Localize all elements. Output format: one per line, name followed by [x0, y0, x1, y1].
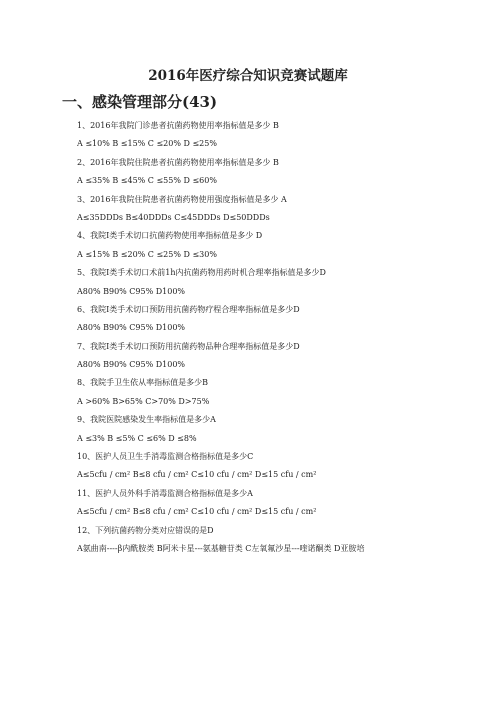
document-title: 2016年医疗综合知识竞赛试题库 — [148, 68, 348, 84]
question-list — [77, 117, 487, 558]
answer-options-line: A≤5cfu / cm² B≤8 cfu / cm² C≤10 cfu / cm² D≤15 cfu / cm² — [77, 470, 317, 480]
answer-options-line: A ≤10% B ≤15% C ≤20% D ≤25% — [77, 139, 217, 149]
answer-options-line: A ≤15% B ≤20% C ≤25% D ≤30% — [77, 249, 217, 259]
answer-options-line: A80% B90% C95% D100% — [77, 323, 186, 333]
question-line: 12、下列抗菌药物分类对应错误的是D — [77, 525, 214, 535]
question-line: 11、医护人员外科手消毒监测合格指标值是多少A — [77, 488, 253, 498]
question-line: 1、2016年我院门诊患者抗菌药物使用率指标值是多少 B — [77, 121, 279, 130]
question-line: 10、医护人员卫生手消毒监测合格指标值是多少C — [77, 452, 254, 462]
question-line: 9、我院医院感染发生率指标值是多少A — [77, 415, 216, 425]
question-line: 7、我院Ⅰ类手术切口预防用抗菌药物品种合理率指标值是多少D — [77, 341, 300, 351]
question-line: 5、我院Ⅰ类手术切口术前1h内抗菌药物用药时机合理率指标值是多少D — [77, 268, 326, 278]
question-line: 4、我院Ⅰ类手术切口抗菌药物使用率指标值是多少 D — [77, 231, 263, 241]
question-line: 3、2016年我院住院患者抗菌药物使用强度指标值是多少 A — [77, 194, 287, 204]
answer-options-line: A ≤35% B ≤45% C ≤55% D ≤60% — [77, 176, 217, 186]
question-line: 2、2016年我院住院患者抗菌药物使用率指标值是多少 B — [77, 157, 279, 167]
answer-options-line: A≤35DDDs B≤40DDDs C≤45DDDs D≤50DDDs — [77, 212, 270, 222]
answer-options-line: A80% B90% C95% D100% — [77, 360, 186, 370]
answer-options-line: A ≤3% B ≤5% C ≤6% D ≤8% — [77, 433, 197, 443]
answer-options-line: A >60% B>65% C>70% D>75% — [77, 396, 210, 406]
section-heading: 一、感染管理部分(43) — [62, 93, 218, 111]
answer-options-line: A80% B90% C95% D100% — [77, 286, 186, 296]
answer-options-line: A氨曲南----β内酰胺类 B阿米卡星---氨基糖苷类 C左氧氟沙星---喹诺酮类 D亚胺培 — [77, 543, 365, 553]
question-line: 6、我院Ⅰ类手术切口预防用抗菌药物疗程合理率指标值是多少D — [77, 304, 300, 314]
question-line: 8、我院手卫生依从率指标值是多少B — [77, 378, 208, 388]
answer-options-line: A≤5cfu / cm² B≤8 cfu / cm² C≤10 cfu / cm² D≤15 cfu / cm² — [77, 507, 317, 517]
